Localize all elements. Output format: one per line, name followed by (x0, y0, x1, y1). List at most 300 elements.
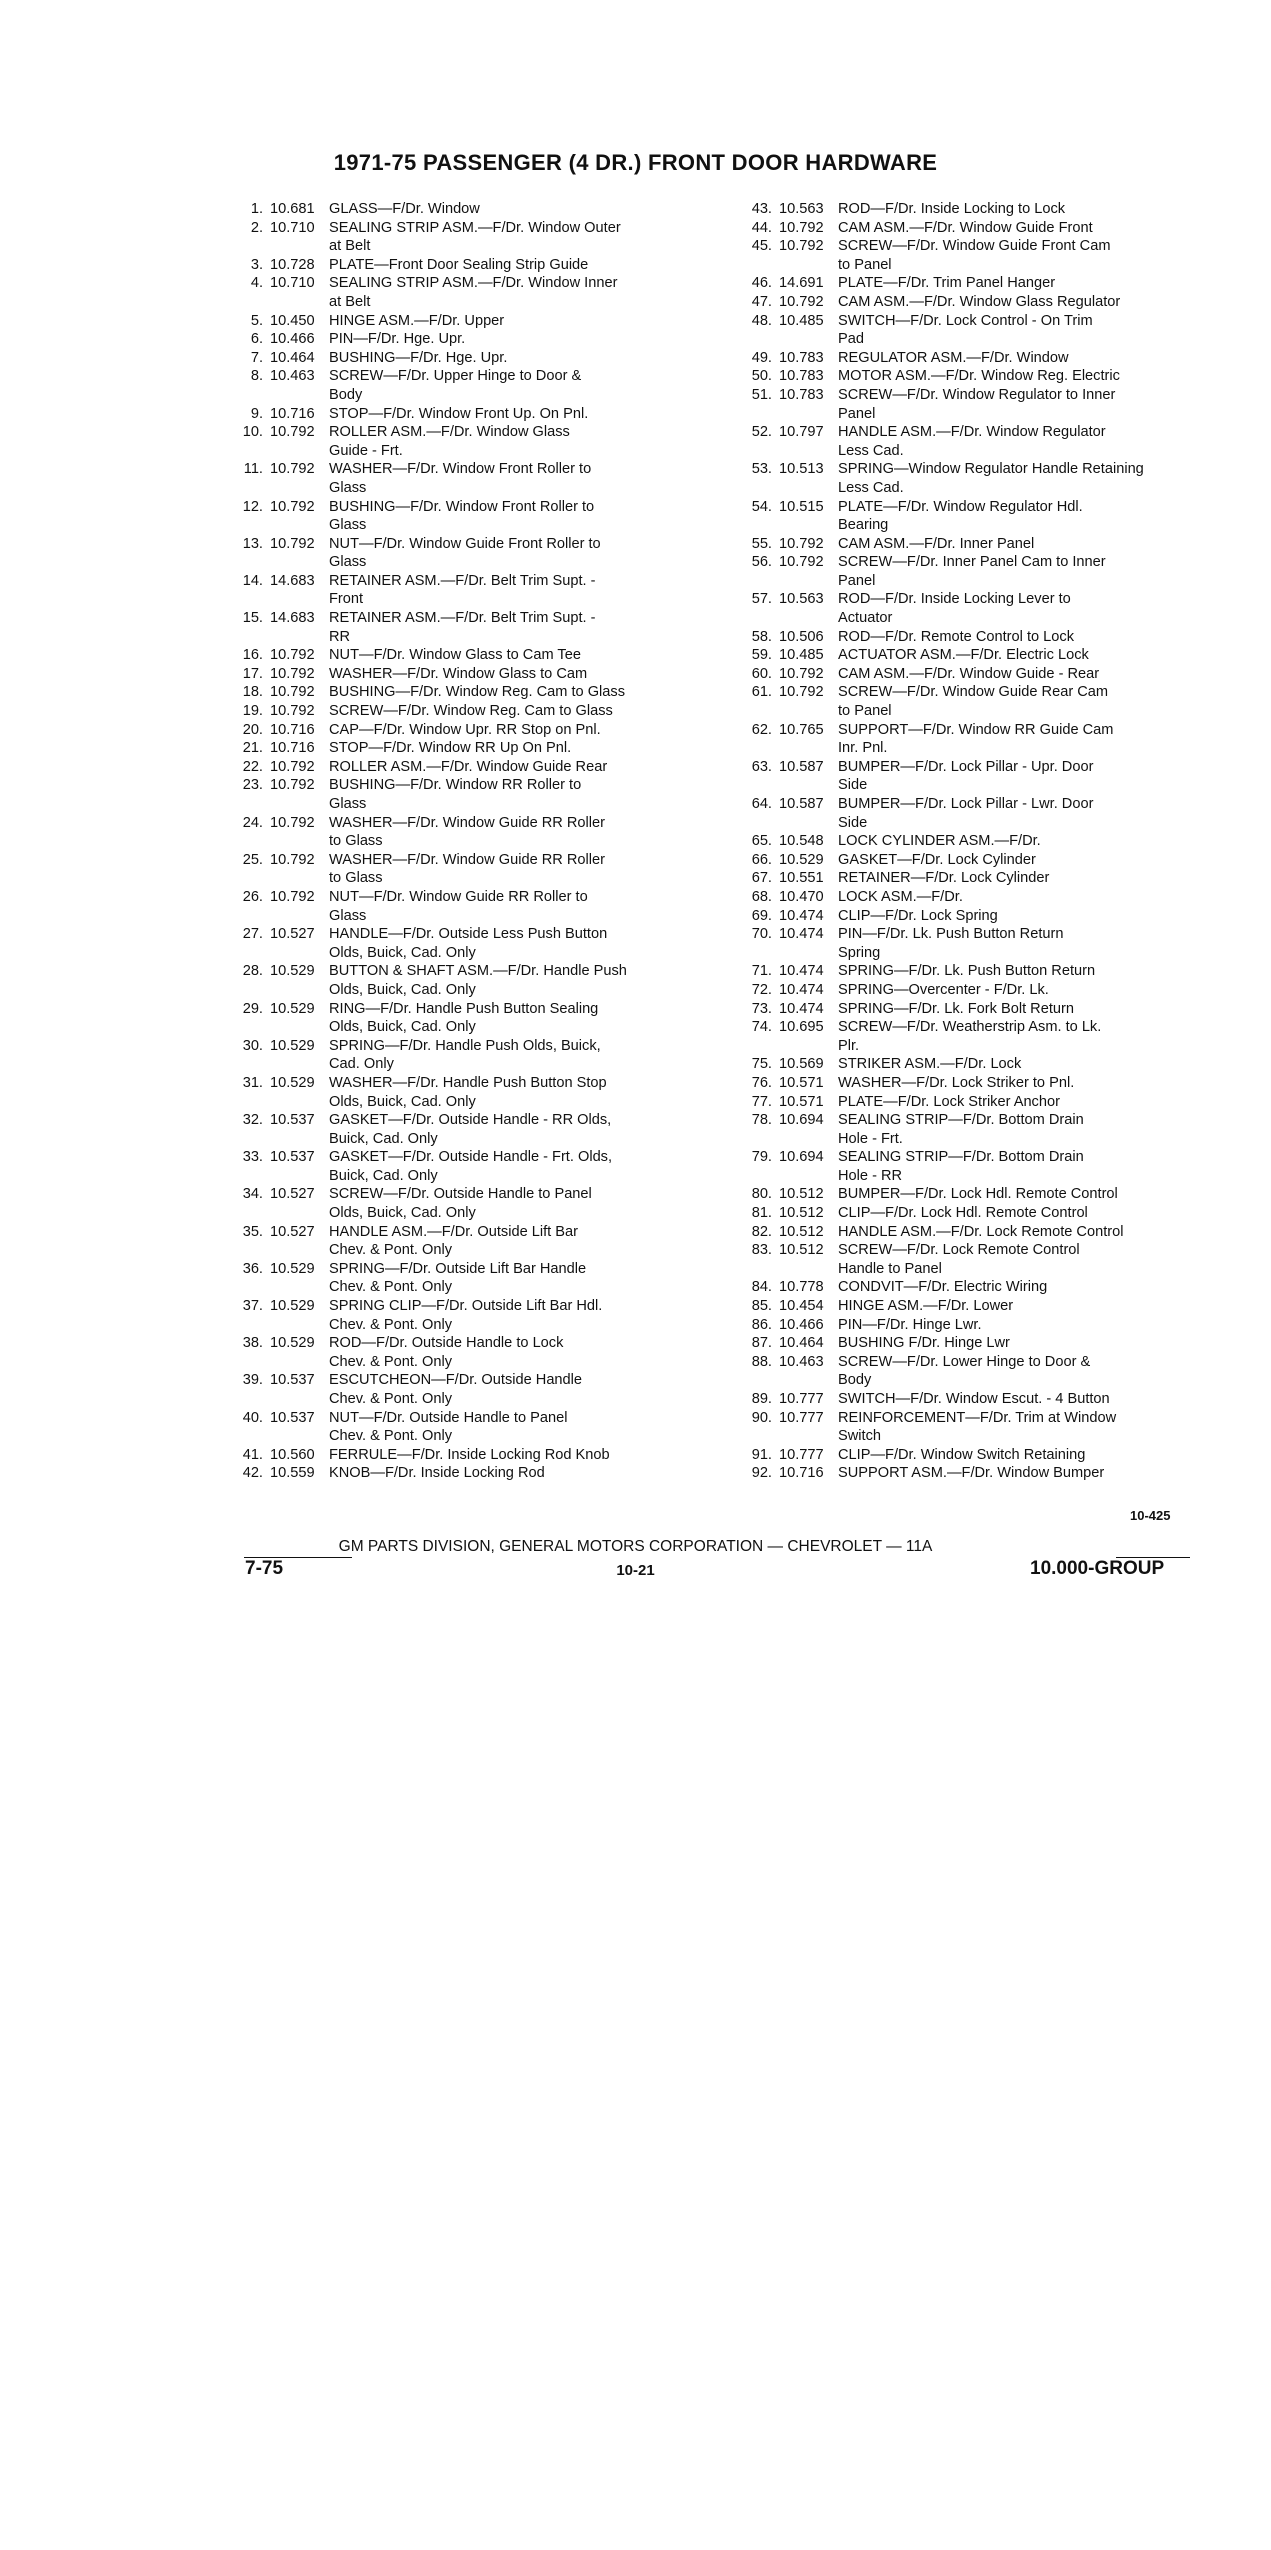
part-item (737, 981, 1207, 1000)
part-item (228, 925, 698, 962)
part-number: 81. (751, 1205, 772, 1222)
part-number: 52. (751, 424, 772, 441)
part-number: 67. (751, 870, 772, 887)
part-number: 62. (751, 721, 772, 738)
part-description: WASHER—F/Dr. Lock Striker to Pnl. (838, 1074, 1075, 1091)
part-number: 53. (751, 461, 772, 478)
part-description: PIN—F/Dr. Hge. Upr. (329, 331, 466, 348)
part-number: 61. (751, 684, 772, 701)
part-code: 10.728 (270, 256, 315, 273)
part-code: 10.792 (270, 424, 315, 441)
part-number: 69. (751, 907, 772, 924)
part-code: 10.716 (779, 1465, 824, 1482)
part-code: 10.563 (779, 201, 824, 217)
part-description: NUT—F/Dr. Window Glass to Cam Tee (329, 647, 581, 664)
part-number: 1. (250, 201, 263, 217)
part-number: 34. (242, 1186, 263, 1203)
part-code: 10.587 (779, 796, 824, 812)
part-item (737, 1464, 1207, 1483)
part-number: 36. (242, 1260, 263, 1277)
part-description: SEALING STRIP ASM.—F/Dr. Window Inner at Belt (329, 275, 618, 310)
part-number: 43. (751, 201, 772, 217)
part-code: 10.563 (779, 591, 824, 608)
part-code: 10.537 (270, 1372, 315, 1389)
part-code: 10.537 (270, 1409, 315, 1426)
part-number: 29. (242, 1000, 263, 1017)
part-item (737, 200, 1207, 219)
part-code: 10.792 (270, 758, 315, 775)
part-item (737, 1334, 1207, 1353)
part-description: BUMPER—F/Dr. Lock Pillar - Lwr. Door Side (838, 796, 1094, 831)
part-code: 10.792 (779, 238, 824, 255)
part-code: 10.792 (270, 647, 315, 664)
part-code: 10.527 (270, 1186, 315, 1203)
part-item (737, 293, 1207, 312)
part-number: 59. (751, 647, 772, 664)
part-item (737, 274, 1207, 293)
part-code: 10.512 (779, 1205, 824, 1222)
part-number: 78. (751, 1112, 772, 1129)
part-description: SWITCH—F/Dr. Lock Control - On Trim Pad (838, 312, 1093, 348)
part-description: SCREW—F/Dr. Weatherstrip Asm. to Lk. Plr. (838, 1019, 1102, 1054)
part-code: 10.710 (270, 219, 315, 236)
part-code: 10.792 (270, 777, 315, 794)
part-description: GLASS—F/Dr. Window (329, 201, 480, 217)
part-description: REGULATOR ASM.—F/Dr. Window (838, 349, 1069, 366)
part-description: BUTTON & SHAFT ASM.—F/Dr. Handle Push Olds, Buick, Cad. Only (329, 963, 627, 998)
part-code: 10.485 (779, 312, 824, 329)
part-number: 57. (751, 591, 772, 608)
part-description: PLATE—Front Door Sealing Strip Guide (329, 256, 589, 273)
part-description: ROD—F/Dr. Inside Locking Lever to Actuator (838, 591, 1071, 627)
part-item (737, 1316, 1207, 1335)
part-code: 10.527 (270, 1223, 315, 1240)
part-number: 45. (751, 238, 772, 255)
part-code: 10.474 (779, 907, 824, 924)
part-number: 48. (751, 312, 772, 329)
part-number: 18. (242, 684, 263, 701)
part-description: RETAINER ASM.—F/Dr. Belt Trim Supt. - Front (329, 572, 596, 608)
part-code: 10.792 (270, 851, 315, 868)
part-code: 10.527 (270, 926, 315, 943)
part-item (737, 925, 1207, 962)
part-item (228, 498, 698, 535)
part-item (737, 758, 1207, 795)
part-description: WASHER—F/Dr. Window Glass to Cam (329, 665, 588, 682)
part-item (228, 776, 698, 813)
part-item (737, 665, 1207, 684)
part-number: 5. (250, 312, 263, 329)
part-code: 10.777 (779, 1391, 824, 1407)
part-description: RETAINER—F/Dr. Lock Cylinder (838, 870, 1050, 887)
part-code: 10.783 (779, 368, 824, 385)
part-number: 88. (751, 1353, 772, 1370)
part-code: 14.683 (270, 610, 315, 627)
part-description: GASKET—F/Dr. Outside Handle - Frt. Olds, Buick, Cad. Only (329, 1149, 613, 1184)
part-item (228, 1297, 698, 1334)
part-number: 92. (751, 1465, 772, 1482)
part-description: WASHER—F/Dr. Window Guide RR Roller to Glass (329, 851, 605, 887)
part-number: 32. (242, 1112, 263, 1129)
part-item (228, 758, 698, 777)
part-number: 14. (242, 572, 263, 589)
part-description: PIN—F/Dr. Lk. Push Button Return Spring (838, 926, 1064, 961)
part-item (228, 349, 698, 368)
part-item (228, 721, 698, 740)
part-description: SPRING—Overcenter - F/Dr. Lk. (838, 981, 1049, 998)
part-item (737, 795, 1207, 832)
part-number: 8. (250, 368, 263, 385)
part-number: 47. (751, 293, 772, 310)
part-item (228, 460, 698, 497)
part-description: ACTUATOR ASM.—F/Dr. Electric Lock (838, 647, 1089, 664)
part-number: 83. (751, 1242, 772, 1259)
part-description: MOTOR ASM.—F/Dr. Window Reg. Electric (838, 368, 1120, 385)
part-item (228, 572, 698, 609)
part-item (737, 962, 1207, 981)
part-number: 55. (751, 535, 772, 552)
part-description: STRIKER ASM.—F/Dr. Lock (838, 1056, 1022, 1073)
part-description: STOP—F/Dr. Window RR Up On Pnl. (329, 740, 572, 757)
part-code: 10.792 (270, 703, 315, 720)
part-item (737, 367, 1207, 386)
part-code: 10.464 (270, 349, 315, 366)
part-code: 10.587 (779, 758, 824, 775)
part-description: CAM ASM.—F/Dr. Inner Panel (838, 535, 1035, 552)
part-code: 10.792 (270, 535, 315, 552)
part-number: 60. (751, 665, 772, 682)
part-number: 76. (751, 1074, 772, 1091)
part-number: 72. (751, 981, 772, 998)
part-description: ESCUTCHEON—F/Dr. Outside Handle Chev. & Pont. Only (329, 1372, 583, 1407)
part-description: PLATE—F/Dr. Trim Panel Hanger (838, 275, 1056, 292)
part-item (228, 1185, 698, 1222)
part-item (228, 962, 698, 999)
part-description: HINGE ASM.—F/Dr. Lower (838, 1298, 1014, 1315)
part-code: 10.681 (270, 201, 315, 217)
part-description: CLIP—F/Dr. Lock Hdl. Remote Control (838, 1205, 1088, 1222)
part-number: 38. (242, 1335, 263, 1352)
part-description: HANDLE—F/Dr. Outside Less Push Button Olds, Buick, Cad. Only (329, 926, 608, 961)
part-code: 10.548 (779, 833, 824, 850)
part-description: CAM ASM.—F/Dr. Window Guide - Rear (838, 665, 1100, 682)
part-description: CONDVIT—F/Dr. Electric Wiring (838, 1279, 1048, 1296)
part-code: 10.792 (779, 293, 824, 310)
part-item (228, 1111, 698, 1148)
part-code: 10.797 (779, 424, 824, 441)
part-item (737, 423, 1207, 460)
part-number: 16. (242, 647, 263, 664)
part-item (737, 1148, 1207, 1185)
part-item (228, 1409, 698, 1446)
part-number: 87. (751, 1335, 772, 1352)
part-number: 54. (751, 498, 772, 515)
part-code: 10.571 (779, 1093, 824, 1110)
parts-list-left (228, 200, 698, 1483)
part-item (228, 1371, 698, 1408)
part-number: 3. (250, 256, 263, 273)
part-item (737, 386, 1207, 423)
part-code: 10.529 (270, 1037, 315, 1054)
part-description: SUPPORT ASM.—F/Dr. Window Bumper (838, 1465, 1105, 1482)
part-description: LOCK ASM.—F/Dr. (838, 888, 963, 905)
part-code: 10.529 (270, 1260, 315, 1277)
part-item (737, 590, 1207, 627)
part-item (737, 1390, 1207, 1409)
part-item (737, 349, 1207, 368)
part-number: 71. (751, 963, 772, 980)
part-code: 10.792 (270, 498, 315, 515)
part-code: 10.466 (270, 331, 315, 348)
part-number: 49. (751, 349, 772, 366)
part-number: 44. (751, 219, 772, 236)
part-code: 10.792 (779, 684, 824, 701)
part-code: 10.569 (779, 1056, 824, 1073)
part-code: 10.551 (779, 870, 824, 887)
part-item (737, 1353, 1207, 1390)
parts-list-right (737, 200, 1207, 1483)
part-number: 68. (751, 888, 772, 905)
part-code: 10.474 (779, 981, 824, 998)
part-item (737, 219, 1207, 238)
part-code: 10.792 (270, 461, 315, 478)
part-number: 66. (751, 851, 772, 868)
part-number: 64. (751, 796, 772, 812)
part-item (228, 1334, 698, 1371)
part-item (737, 1278, 1207, 1297)
part-description: CAP—F/Dr. Window Upr. RR Stop on Pnl. (329, 721, 601, 738)
part-item (228, 312, 698, 331)
part-code: 10.474 (779, 1000, 824, 1017)
part-code: 10.695 (779, 1019, 824, 1036)
part-item (228, 274, 698, 311)
part-code: 10.716 (270, 405, 315, 422)
part-item (737, 1185, 1207, 1204)
part-item (737, 907, 1207, 926)
part-code: 10.710 (270, 275, 315, 292)
part-description: ROD—F/Dr. Remote Control to Lock (838, 628, 1075, 645)
part-description: ROLLER ASM.—F/Dr. Window Guide Rear (329, 758, 608, 775)
part-number: 22. (242, 758, 263, 775)
part-number: 23. (242, 777, 263, 794)
part-code: 10.454 (779, 1298, 824, 1315)
part-code: 10.474 (779, 926, 824, 943)
part-code: 10.778 (779, 1279, 824, 1296)
part-item (737, 498, 1207, 535)
part-code: 10.529 (270, 1000, 315, 1017)
part-item (228, 1148, 698, 1185)
part-code: 10.716 (270, 721, 315, 738)
part-item (228, 888, 698, 925)
part-item (737, 888, 1207, 907)
part-number: 12. (242, 498, 263, 515)
part-description: PLATE—F/Dr. Window Regulator Hdl. Bearing (838, 498, 1083, 534)
part-number: 24. (242, 814, 263, 831)
part-code: 10.537 (270, 1112, 315, 1129)
part-code: 10.783 (779, 386, 824, 403)
part-description: BUMPER—F/Dr. Lock Pillar - Upr. Door Side (838, 758, 1094, 794)
part-description: SCREW—F/Dr. Outside Handle to Panel Olds, Buick, Cad. Only (329, 1186, 592, 1222)
part-number: 58. (751, 628, 772, 645)
part-description: RING—F/Dr. Handle Push Button Sealing Olds, Buick, Cad. Only (329, 1000, 599, 1036)
part-number: 91. (751, 1446, 772, 1463)
part-item (228, 683, 698, 702)
part-number: 40. (242, 1409, 263, 1426)
part-description: SCREW—F/Dr. Inner Panel Cam to Inner Panel (838, 554, 1106, 589)
part-item (737, 312, 1207, 349)
part-number: 86. (751, 1316, 772, 1333)
part-code: 10.529 (779, 851, 824, 868)
part-item (737, 628, 1207, 647)
part-item (228, 665, 698, 684)
part-item (228, 739, 698, 758)
part-item (228, 405, 698, 424)
part-code: 10.512 (779, 1186, 824, 1203)
part-number: 73. (751, 1000, 772, 1017)
part-number: 27. (242, 926, 263, 943)
part-number: 63. (751, 758, 772, 775)
part-code: 10.694 (779, 1112, 824, 1129)
part-number: 7. (250, 349, 263, 366)
part-item (228, 1464, 698, 1483)
part-description: SCREW—F/Dr. Window Guide Front Cam to Panel (838, 238, 1111, 273)
part-code: 10.777 (779, 1446, 824, 1463)
part-number: 4. (250, 275, 263, 292)
part-description: CAM ASM.—F/Dr. Window Glass Regulator (838, 293, 1121, 310)
part-number: 46. (751, 275, 772, 292)
part-description: SPRING—F/Dr. Handle Push Olds, Buick, Cad. Only (329, 1037, 601, 1073)
part-code: 10.777 (779, 1409, 824, 1426)
part-item (737, 535, 1207, 554)
part-number: 82. (751, 1223, 772, 1240)
part-description: CAM ASM.—F/Dr. Window Guide Front (838, 219, 1093, 236)
part-item (737, 869, 1207, 888)
part-description: HINGE ASM.—F/Dr. Upper (329, 312, 505, 329)
part-description: SEALING STRIP—F/Dr. Bottom Drain Hole - RR (838, 1149, 1084, 1184)
part-number: 42. (242, 1465, 263, 1482)
part-number: 85. (751, 1298, 772, 1315)
part-description: REINFORCEMENT—F/Dr. Trim at Window Switch (838, 1409, 1117, 1445)
part-number: 15. (242, 610, 263, 627)
part-number: 20. (242, 721, 263, 738)
part-description: SPRING—Window Regulator Handle Retaining Less Cad. (838, 461, 1144, 496)
part-number: 9. (250, 405, 263, 422)
part-item (737, 1000, 1207, 1019)
part-description: STOP—F/Dr. Window Front Up. On Pnl. (329, 405, 589, 422)
part-number: 84. (751, 1279, 772, 1296)
part-description: NUT—F/Dr. Window Guide Front Roller to Glass (329, 535, 601, 571)
part-code: 10.450 (270, 312, 315, 329)
part-item (737, 1223, 1207, 1242)
part-number: 17. (242, 665, 263, 682)
part-item (228, 814, 698, 851)
part-description: FERRULE—F/Dr. Inside Locking Rod Knob (329, 1446, 610, 1463)
part-code: 10.792 (270, 888, 315, 905)
part-description: HANDLE ASM.—F/Dr. Lock Remote Control (838, 1223, 1124, 1240)
part-number: 51. (751, 386, 772, 403)
part-number: 11. (243, 461, 263, 478)
part-description: SEALING STRIP ASM.—F/Dr. Window Outer at Belt (329, 219, 621, 255)
part-number: 80. (751, 1186, 772, 1203)
part-code: 10.792 (270, 665, 315, 682)
part-description: BUSHING F/Dr. Hinge Lwr (838, 1335, 1010, 1352)
part-number: 13. (242, 535, 263, 552)
part-description: SEALING STRIP—F/Dr. Bottom Drain Hole - Frt. (838, 1112, 1084, 1147)
part-number: 37. (242, 1298, 263, 1315)
part-number: 19. (242, 703, 263, 720)
part-item (228, 1223, 698, 1260)
part-description: PIN—F/Dr. Hinge Lwr. (838, 1316, 982, 1333)
part-description: BUSHING—F/Dr. Hge. Upr. (329, 349, 508, 366)
part-item (737, 1111, 1207, 1148)
part-item (228, 200, 698, 219)
part-code: 10.571 (779, 1074, 824, 1091)
part-item (737, 1055, 1207, 1074)
part-code: 10.464 (779, 1335, 824, 1352)
footer-date: 7-75 (245, 1558, 284, 1579)
part-description: BUSHING—F/Dr. Window RR Roller to Glass (329, 777, 582, 812)
part-item (228, 1260, 698, 1297)
part-code: 10.515 (779, 498, 824, 515)
part-description: WASHER—F/Dr. Window Front Roller to Glass (329, 461, 592, 496)
part-number: 74. (751, 1019, 772, 1036)
part-code: 10.792 (779, 554, 824, 571)
part-description: WASHER—F/Dr. Handle Push Button Stop Olds, Buick, Cad. Only (329, 1074, 607, 1110)
part-description: WASHER—F/Dr. Window Guide RR Roller to Glass (329, 814, 605, 850)
part-code: 10.529 (270, 1074, 315, 1091)
part-number: 35. (242, 1223, 263, 1240)
part-code: 10.485 (779, 647, 824, 664)
part-code: 10.765 (779, 721, 824, 738)
part-code: 10.560 (270, 1446, 315, 1463)
part-item (737, 683, 1207, 720)
part-description: CLIP—F/Dr. Lock Spring (838, 907, 998, 924)
part-item (228, 1000, 698, 1037)
part-description: ROD—F/Dr. Inside Locking to Lock (838, 201, 1066, 217)
part-item (737, 1297, 1207, 1316)
part-description: PLATE—F/Dr. Lock Striker Anchor (838, 1093, 1060, 1110)
part-item (228, 646, 698, 665)
part-code: 10.474 (779, 963, 824, 980)
part-item (737, 1074, 1207, 1093)
part-number: 41. (242, 1446, 263, 1463)
part-code: 10.466 (779, 1316, 824, 1333)
part-number: 39. (242, 1372, 263, 1389)
part-code: 10.792 (779, 535, 824, 552)
part-code: 10.463 (270, 368, 315, 385)
part-description: GASKET—F/Dr. Outside Handle - RR Olds, Buick, Cad. Only (329, 1112, 612, 1147)
part-item (737, 721, 1207, 758)
part-number: 65. (751, 833, 772, 850)
part-code: 10.716 (270, 740, 315, 757)
part-number: 33. (242, 1149, 263, 1166)
part-code: 14.691 (779, 275, 824, 292)
part-description: SCREW—F/Dr. Lower Hinge to Door & Body (838, 1353, 1091, 1389)
part-description: SPRING CLIP—F/Dr. Outside Lift Bar Hdl. Chev. & Pont. Only (329, 1298, 603, 1333)
part-item (737, 1241, 1207, 1278)
part-number: 10. (242, 424, 263, 441)
part-number: 25. (242, 851, 263, 868)
part-description: SCREW—F/Dr. Window Guide Rear Cam to Panel (838, 684, 1109, 720)
part-code: 10.694 (779, 1149, 824, 1166)
part-code: 10.792 (270, 814, 315, 831)
part-number: 28. (242, 963, 263, 980)
part-code: 10.512 (779, 1242, 824, 1259)
footer-division: GM PARTS DIVISION, GENERAL MOTORS CORPORATION — CHEVROLET — 11A (338, 1538, 933, 1555)
part-code: 14.683 (270, 572, 315, 589)
part-description: SCREW—F/Dr. Window Reg. Cam to Glass (329, 703, 613, 720)
part-item (228, 330, 698, 349)
